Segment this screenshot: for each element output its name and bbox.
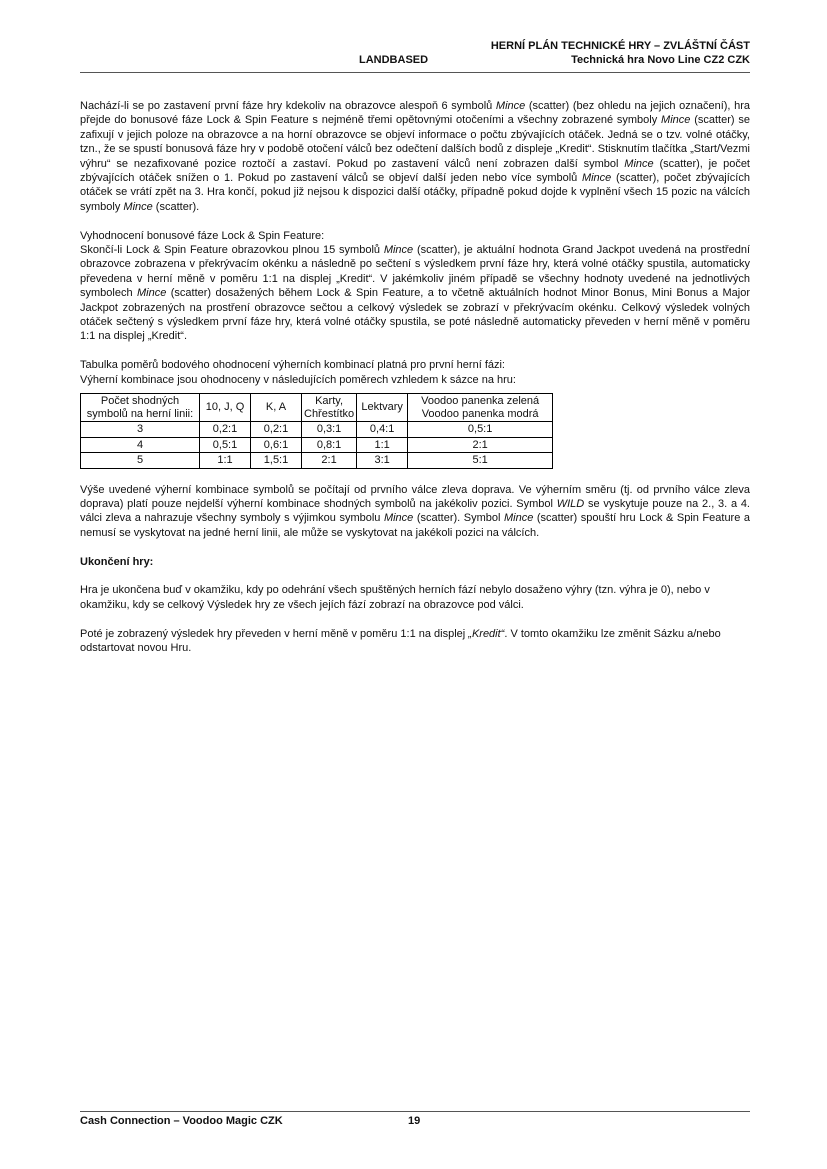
paytable-header: 10, J, Q: [200, 394, 251, 422]
emphasized-text: Mince: [383, 512, 414, 525]
header-title: HERNÍ PLÁN TECHNICKÉ HRY – ZVLÁŠTNÍ ČÁST: [490, 40, 750, 52]
text-segment: Hra je ukončena buď v okamžiku, kdy po odehrání všech spuštěných herních fází nebylo dosaženo výhry (tzn. výhra je 0), nebo v okamžiku, kdy se celkový Výsledek hry ze všech jejích fází zobrazí na obrazovce pod válci.: [80, 584, 710, 611]
paytable-header: K, A: [251, 394, 302, 422]
emphasized-text: „Kredit“: [468, 627, 505, 640]
table-cell: 2:1: [302, 453, 357, 469]
text-segment: (scatter).: [152, 200, 200, 213]
text-segment: (scatter) spouští hru Lock & Spin Feature a nemusí se vyskytovat na jedné herní linii, ale může se vyskytovat na jakékoli pozici na válcích.: [80, 512, 751, 539]
paragraph-evaluation-heading: [80, 229, 750, 243]
page-number: 19: [408, 1115, 421, 1127]
emphasized-text: WILD: [556, 498, 585, 510]
text-segment: (scatter). Symbol: [413, 512, 504, 525]
table-cell: 5:1: [408, 453, 553, 469]
paytable-header: Karty, Chřestítko: [302, 394, 357, 422]
emphasized-text: Mince: [504, 512, 534, 525]
table-row: [81, 453, 553, 469]
text-segment: Vyhodnocení bonusové fáze Lock & Spin Feature:: [80, 229, 325, 242]
table-cell: 0,5:1: [200, 437, 251, 453]
page-header: [80, 38, 750, 73]
paragraph-table-intro-2: [80, 373, 750, 387]
table-cell: 0,4:1: [357, 422, 408, 438]
paytable-header: Lektvary: [357, 394, 408, 422]
paytable: [80, 393, 553, 469]
emphasized-text: Mince: [581, 172, 612, 185]
table-cell: 0,5:1: [408, 422, 553, 438]
text-segment: . V tomto okamžiku lze změnit Sázku a/nebo odstartovat novou Hru.: [80, 627, 721, 655]
table-cell: 3:1: [357, 453, 408, 469]
emphasized-text: Mince: [123, 200, 153, 213]
paytable-header: Voodoo panenka zelená Voodoo panenka modrá: [408, 394, 553, 422]
emphasized-text: Mince: [495, 100, 526, 112]
emphasized-text: Mince: [383, 244, 414, 257]
text-segment: Nachází-li se po zastavení první fáze hry kdekoliv na obrazovce alespoň 6 symbolů: [80, 100, 496, 112]
paragraph-paytable-rules: [80, 483, 750, 541]
table-cell: 1,5:1: [251, 453, 302, 469]
text-segment: (scatter), je aktuální hodnota Grand Jackpot uvedená na prostřední obrazovce zobrazena v překrývacím okénku a následně po sečtení s výsledkem první fáze hry, která volné otáčky spustila, automaticky převedena v herní měně v poměru 1:1 na displej „Kredit“. V jakémkoliv jiném případě se všechny hodnoty uvedené na jednotlivých symbolech: [80, 244, 750, 300]
emphasized-text: Mince: [661, 114, 691, 127]
text-segment: (scatter) dosažených během Lock & Spin Feature, a to včetně aktuálních hodnot Minor Bonus, Mini Bonus a Major Jackpot zobrazených na prostření obrazovce sečtou a celkový výsledek se zobrazí v překrývacím okénku. Celkový výsledek volných otáček sečtený s výsledkem první fáze hry, která volné otáčky spustila, se poté následně automaticky převeden v herní měně v poměru 1:1 na displej „Kredit“.: [80, 287, 750, 343]
header-subtitle: Technická hra Novo Line CZ2 CZK: [571, 54, 750, 66]
paragraph-game-end: [80, 583, 750, 612]
text-segment: (scatter), je počet zbývajících otáček snížen o 1. Pokud po zastavení válců se objeví další jeden nebo více symbolů: [80, 157, 750, 185]
text-segment: Tabulka poměrů bodového ohodnocení výherních kombinací platná pro první herní fázi:: [80, 359, 505, 372]
emphasized-text: Mince: [624, 157, 654, 170]
paragraph-evaluation: [80, 243, 750, 344]
table-cell: 0,6:1: [251, 437, 302, 453]
paragraph-credit-transfer: [80, 627, 750, 656]
table-row: [81, 422, 553, 438]
text-segment: Výherní kombinace jsou ohodnoceny v následujících poměrech vzhledem k sázce na hru:: [80, 373, 516, 386]
table-cell: 5: [81, 453, 200, 469]
table-cell: 2:1: [408, 437, 553, 453]
header-category: LANDBASED: [359, 54, 429, 66]
table-cell: 0,3:1: [302, 422, 357, 438]
table-cell: 0,2:1: [200, 422, 251, 438]
text-segment: Poté je zobrazený výsledek hry převeden v herní měně v poměru 1:1 na displej: [80, 627, 469, 640]
section-heading-game-end: Ukončení hry:: [80, 555, 154, 568]
table-cell: 0,2:1: [251, 422, 302, 438]
table-cell: 0,8:1: [302, 437, 357, 453]
text-segment: se vyskytuje pouze na 2., 3. a 4. válci zleva a nahrazuje všechny symboly s výjimkou symbolu: [80, 498, 750, 525]
emphasized-text: Mince: [136, 287, 167, 300]
text-segment: (scatter) se zafixují v jejich poloze na obrazovce a na horní obrazovce se objeví informace o počtu zbývajících otáček. Jedná se o tzv. volné otáčky, tzn., že se spustí bonusová fáze hry v podobě otočení válců bez odečtení dalších bodů z displeje „Kredit“. Stisknutím tlačítka „Start/Vezmi výhru“ se nezafixované pozice roztočí a zastaví. Pokud po zastavení válců není zobrazen další symbol: [80, 114, 750, 170]
paragraph-lock-spin-trigger: [80, 99, 750, 214]
footer-title: Cash Connection – Voodoo Magic CZK: [80, 1115, 283, 1127]
table-cell: 4: [81, 437, 200, 453]
page-footer: [80, 1111, 750, 1127]
text-segment: Výše uvedené výherní kombinace symbolů se počítají od prvního válce zleva doprava. Ve výherním směru (tj. od prvního válce zleva doprava) platí pouze nejdelší výherní kombinace shodných symbolů na jakékoliv pozici. Symbol: [80, 483, 750, 510]
table-row: [81, 437, 553, 453]
document-body: [80, 99, 750, 670]
table-cell: 3: [81, 422, 200, 438]
text-segment: (scatter) (bez ohledu na jejich označení), hra přejde do bonusové fáze Lock & Spin Feature s nejméně třemi opětovnými otočeními a všechny zobrazené symboly: [80, 100, 750, 127]
table-cell: 1:1: [357, 437, 408, 453]
text-segment: (scatter), počet zbývajících otáček se vrátí zpět na 3. Hra končí, pokud již nejsou k dispozici další otáčky, případně pokud dojde k vyplnění všech 15 pozic na válcích symboly: [80, 172, 750, 213]
text-segment: Skončí-li Lock & Spin Feature obrazovkou plnou 15 symbolů: [80, 244, 384, 257]
table-cell: 1:1: [200, 453, 251, 469]
paytable-header-row: [81, 394, 553, 422]
paragraph-table-intro: [80, 358, 750, 372]
paytable-header: Počet shodných symbolů na herní linii:: [81, 394, 200, 422]
